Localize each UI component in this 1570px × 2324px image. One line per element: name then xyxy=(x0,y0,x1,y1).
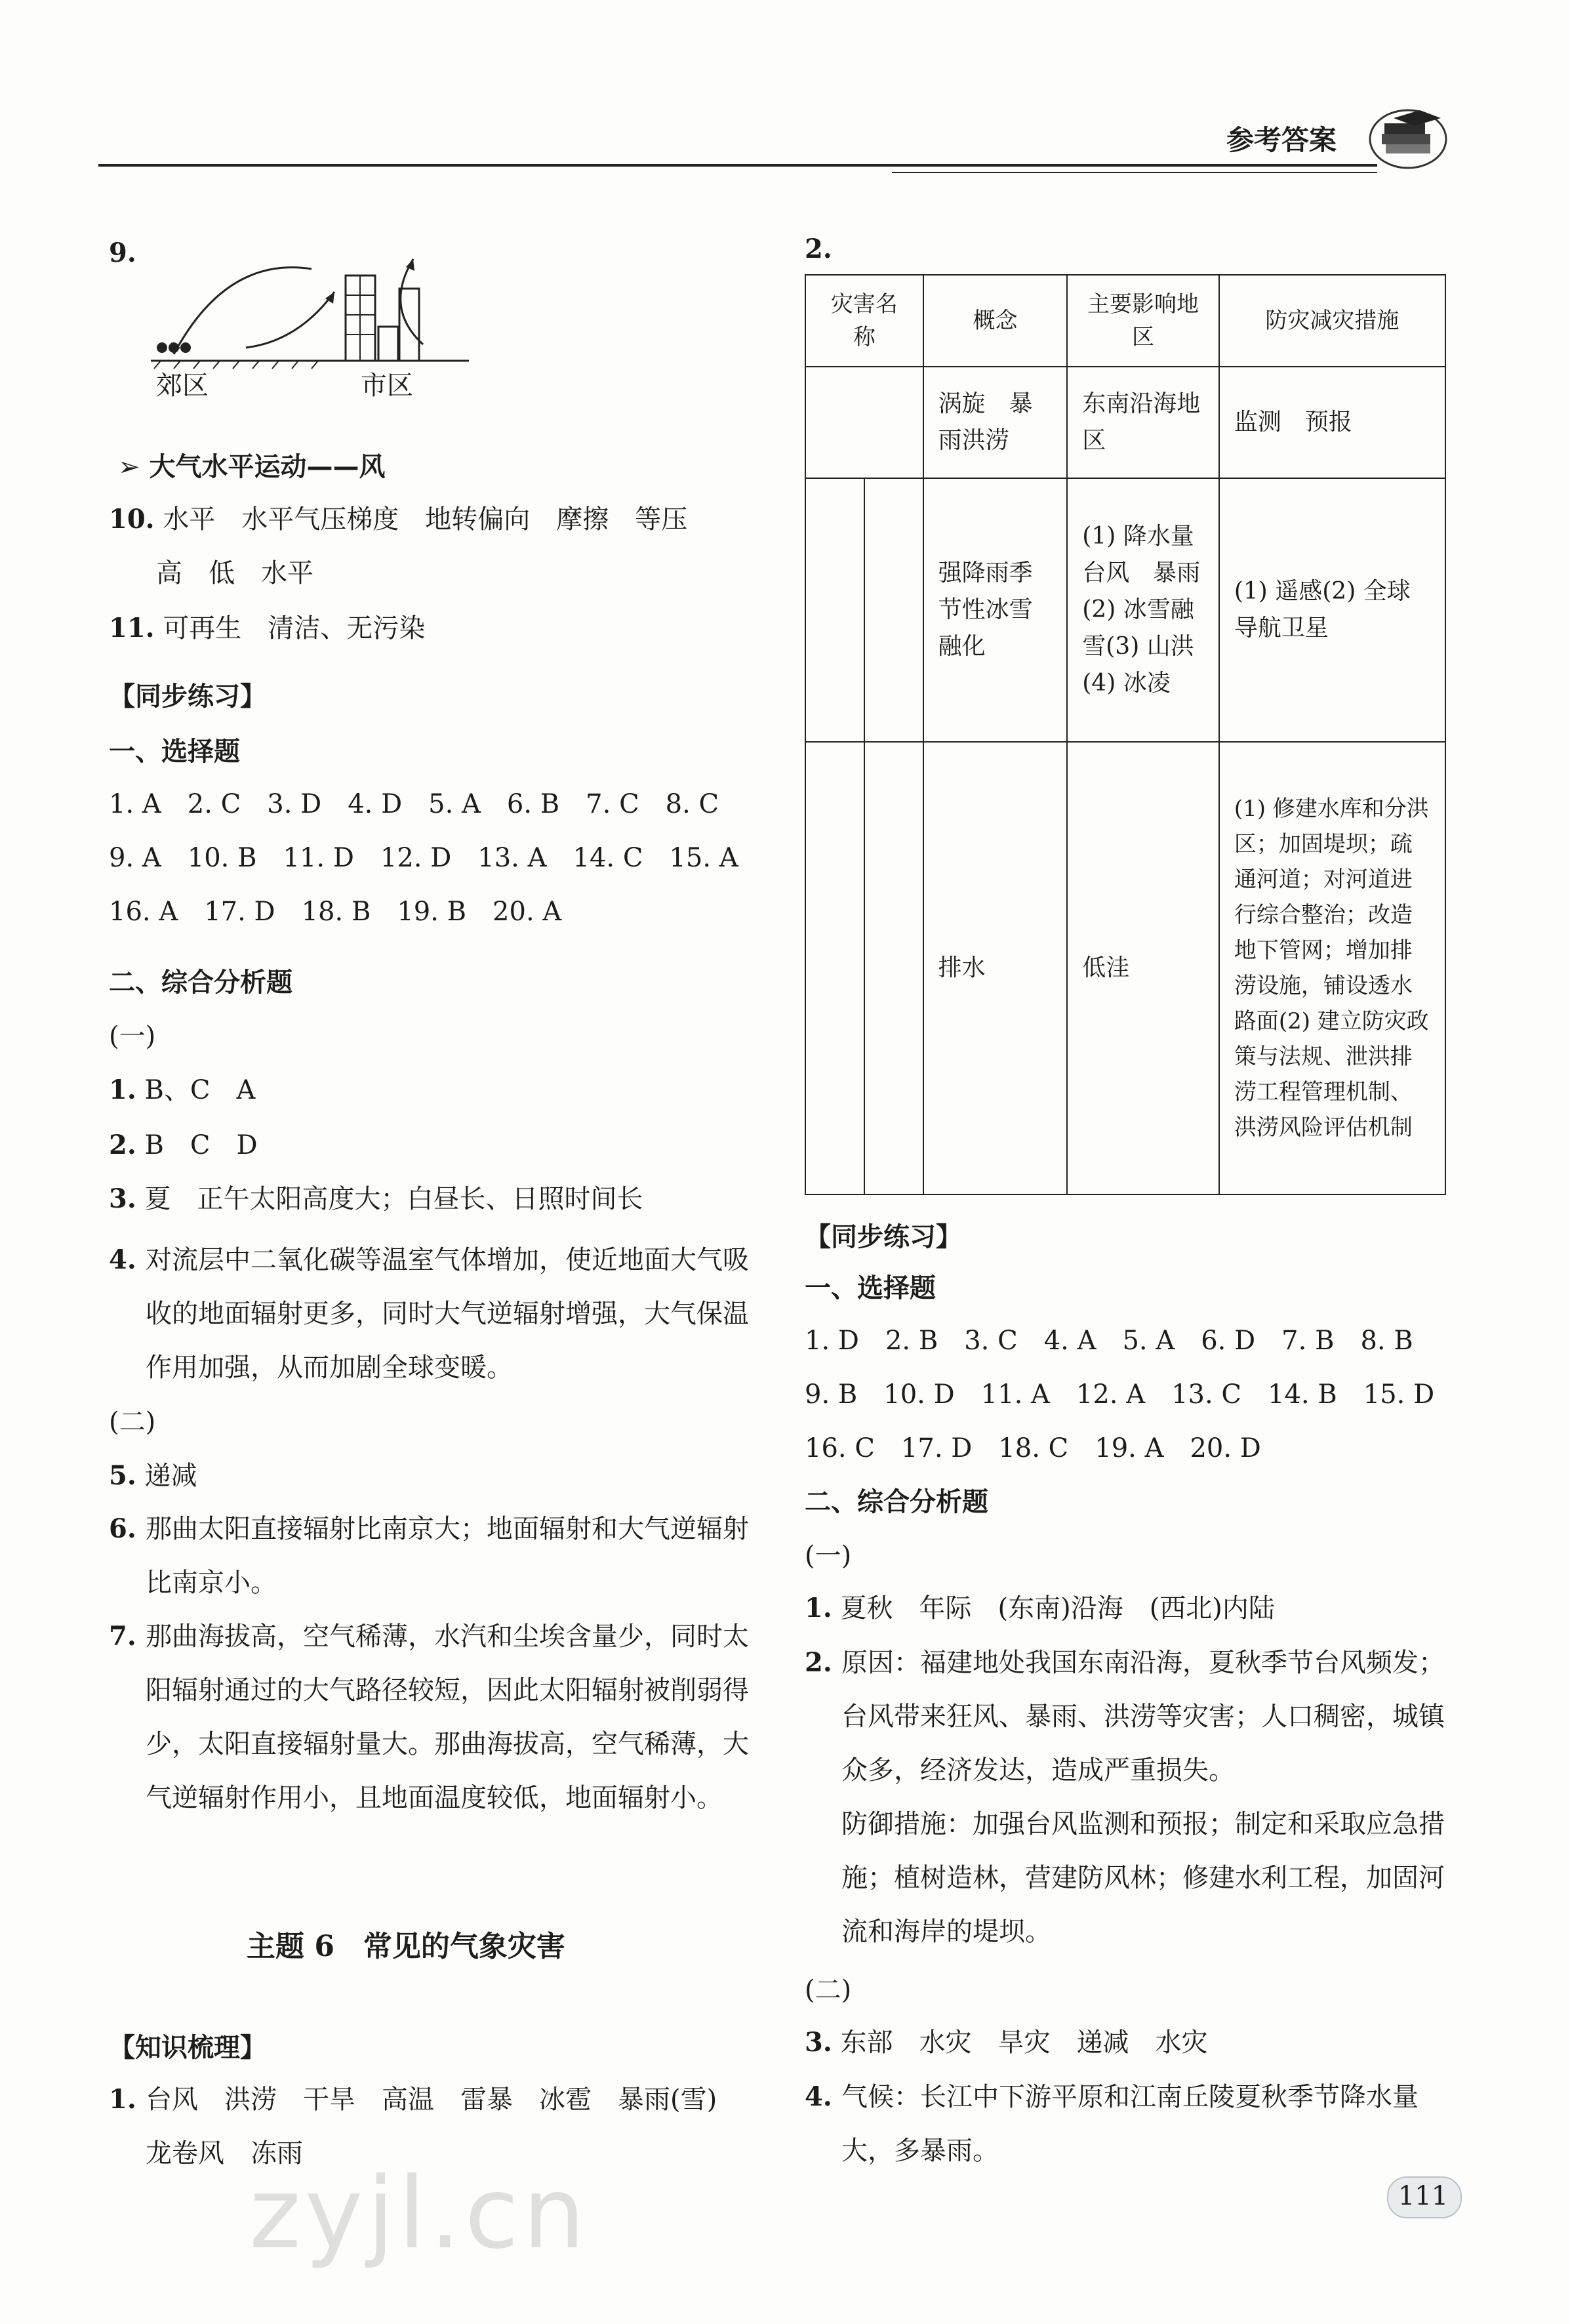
table-row xyxy=(805,367,1445,478)
mc-row1-right: 1. D 2. B 3. C 4. A 5. A 6. D 7. B 8. B xyxy=(805,1326,1413,1356)
answer-b4: 气候：长江中下游平原和江南丘陵夏秋季节降水量大，多暴雨。 xyxy=(841,2082,1419,2166)
arrow-bullet-icon: ➢ xyxy=(118,452,150,482)
cell-concept: 涡旋 暴雨洪涝 xyxy=(923,367,1068,478)
answer-7: 那曲海拔高，空气稀薄，水汽和尘埃含量少，同时太阳辐射通过的大气路径较短，因此太阳辐射被削弱得少，太阳直接辐射量大。那曲海拔高，空气稀薄，大气逆辐射作用小，且地面温度较低，地面辐射小。 xyxy=(146,1621,749,1813)
table-row xyxy=(805,742,1445,1194)
table-header-row xyxy=(805,275,1445,367)
cell-area: 低洼 xyxy=(1067,742,1219,1194)
q10-line1: 10. 水平 水平气压梯度 地转偏向 摩擦 等压 xyxy=(109,504,688,535)
watermark: zyjl.cn xyxy=(249,2157,590,2271)
answer-b4-number: 4. xyxy=(805,2081,832,2112)
cell-name xyxy=(805,367,923,478)
answer-b1: 1. 夏秋 年际 (东南)沿海 (西北)内陆 xyxy=(805,1593,1275,1623)
mc-row2-left: 9. A 10. B 11. D 12. D 13. A 14. C 15. A xyxy=(109,843,738,873)
part1-left: (一) xyxy=(109,1021,156,1051)
books-logo-icon xyxy=(1367,98,1453,171)
header-rule xyxy=(98,164,1377,167)
q11: 11. 可再生 清洁、无污染 xyxy=(109,613,426,643)
knowledge-1-number: 1. xyxy=(109,2084,136,2115)
answer-2: 2. B C D xyxy=(109,1130,258,1160)
section2-right: 二、综合分析题 xyxy=(805,1487,988,1517)
disaster-table xyxy=(805,274,1446,1195)
wind-heading: ➢ 大气水平运动——风 xyxy=(118,452,386,482)
knowledge-heading: 【知识梳理】 xyxy=(109,2033,266,2063)
cell-concept: 强降雨季节性冰雪融化 xyxy=(923,478,1068,742)
header-disaster-name: 灾害名称 xyxy=(805,275,923,367)
answer-1: 1. B、C A xyxy=(109,1074,256,1105)
cell-measures: 监测 预报 xyxy=(1219,367,1445,478)
cell-area: (1) 降水量台风 暴雨(2) 冰雪融雪(3) 山洪(4) 冰凌 xyxy=(1067,478,1219,742)
sync-heading-left: 【同步练习】 xyxy=(109,682,266,712)
q2-number: 2. xyxy=(805,234,832,264)
header-measures: 防灾减灾措施 xyxy=(1219,275,1445,367)
mc-row1-left: 1. A 2. C 3. D 4. D 5. A 6. B 7. C 8. C xyxy=(109,789,719,819)
part2-left: (二) xyxy=(109,1407,156,1437)
section1-left: 一、选择题 xyxy=(109,737,240,767)
section1-right: 一、选择题 xyxy=(805,1273,936,1303)
cell-name xyxy=(805,742,923,1194)
page-header xyxy=(0,0,1570,171)
q10-line2: 高 低 水平 xyxy=(156,558,313,588)
answer-b3: 3. 东部 水灾 旱灾 递减 水灾 xyxy=(805,2027,1208,2058)
answer-4-number: 4. xyxy=(109,1244,136,1275)
topic-heading: 主题 6 常见的气象灾害 xyxy=(247,1930,565,1963)
header-main-areas: 主要影响地区 xyxy=(1067,275,1219,367)
cell-area: 东南沿海地区 xyxy=(1067,367,1219,478)
table-row xyxy=(805,478,1445,742)
part1-right: (一) xyxy=(805,1541,852,1571)
page-number: 111 xyxy=(1398,2181,1449,2211)
cell-measures: (1) 修建水库和分洪区；加固堤坝；疏通河道；对河道进行综合整治；改造地下管网；增加排涝设施，铺设透水路面(2) 建立防灾政策与法规、泄洪排涝工程管理机制、洪涝风险评估机制 xyxy=(1219,742,1445,1194)
part2-right: (二) xyxy=(805,1975,852,2005)
answer-3: 3. 夏 正午太阳高度大；白昼长、日照时间长 xyxy=(109,1183,643,1214)
answer-5: 5. 递减 xyxy=(109,1460,197,1491)
knowledge-1: 台风 洪涝 干旱 高温 雷暴 冰雹 暴雨(雪) 龙卷风 冻雨 xyxy=(146,2085,744,2169)
sync-heading-right: 【同步练习】 xyxy=(805,1222,962,1252)
mc-row3-left: 16. A 17. D 18. B 19. B 20. A xyxy=(109,897,562,927)
answer-b2: 原因：福建地处我国东南沿海，夏秋季节台风频发；台风带来狂风、暴雨、洪涝等灾害；人口稠密，城镇众多，经济发达，造成严重损失。 xyxy=(841,1648,1445,1785)
answer-6: 那曲太阳直接辐射比南京大；地面辐射和大气逆辐射比南京小。 xyxy=(146,1514,749,1598)
header-rule-thin xyxy=(892,172,1377,173)
answer-4: 对流层中二氧化碳等温室气体增加，使近地面大气吸收的地面辐射更多，同时大气逆辐射增强，大气保温作用加强，从而加剧全球变暖。 xyxy=(146,1245,749,1383)
answer-7-number: 7. xyxy=(109,1621,136,1652)
answer-6-number: 6. xyxy=(109,1513,136,1544)
answer-b2-measures: 防御措施：加强台风监测和预报；制定和采取应急措施；植树造林，营建防风林；修建水利工程，加固河流和海岸的堤坝。 xyxy=(841,1809,1445,1947)
header-title: 参考答案 xyxy=(1226,124,1337,156)
cell-name xyxy=(805,478,923,742)
cell-measures: (1) 遥感(2) 全球导航卫星 xyxy=(1219,478,1445,742)
header-concept: 概念 xyxy=(923,275,1068,367)
label-city: 市区 xyxy=(361,371,413,401)
label-suburb: 郊区 xyxy=(156,371,209,401)
q9-number: 9. xyxy=(109,237,136,268)
section2-left: 二、综合分析题 xyxy=(109,968,292,998)
mc-row3-right: 16. C 17. D 18. C 19. A 20. D xyxy=(805,1433,1261,1463)
mc-row2-right: 9. B 10. D 11. A 12. A 13. C 14. B 15. D xyxy=(805,1379,1435,1410)
cell-concept: 排水 xyxy=(923,742,1068,1194)
answer-b2-number: 2. xyxy=(805,1647,832,1678)
